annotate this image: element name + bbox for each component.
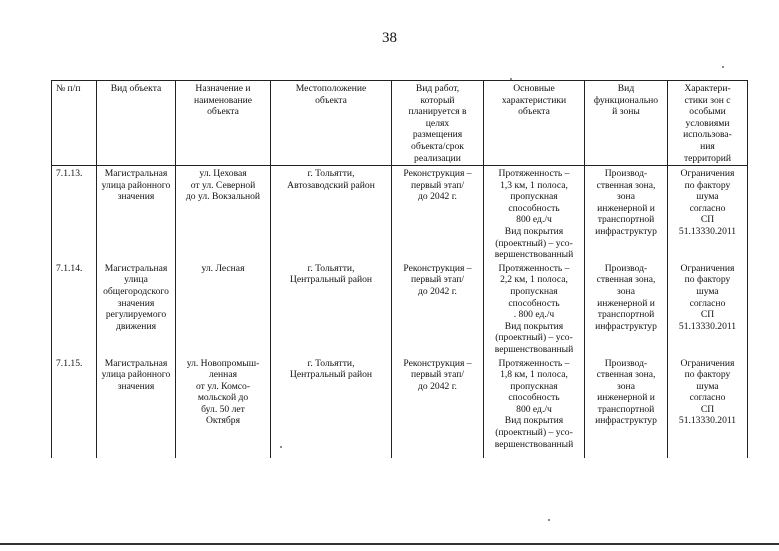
- row-characteristics: Протяженность – 2,2 км, 1 полоса, пропускная способность . 800 ед./ч Вид покрытия (проектный) – усо- вершенствованный: [484, 261, 585, 356]
- scan-speck: [510, 78, 512, 80]
- row-work-type: Реконструкция – первый этап/ до 2042 г.: [392, 356, 484, 458]
- row-object-type: Магистральная улица районного значения: [97, 166, 176, 261]
- scan-speck: [722, 66, 724, 68]
- row-functional-zone: Производ- ственная зона, зона инженерной и транспортной инфраструктур: [585, 356, 668, 458]
- row-location: г. Тольятти, Центральный район: [271, 356, 392, 458]
- row-object-name: ул. Лесная: [176, 261, 271, 356]
- table-row: [52, 166, 748, 261]
- header-work-type: Вид работ, который планируется в целях размещения объекта/срок реализации: [392, 81, 484, 166]
- table-row: [52, 356, 748, 458]
- scan-speck: [280, 446, 282, 448]
- row-zone-restrictions: Ограничения по фактору шума согласно СП 51.13330.2011: [668, 261, 748, 356]
- row-functional-zone: Производ- ственная зона, зона инженерной и транспортной инфраструктур: [585, 166, 668, 261]
- header-object-type: Вид объекта: [97, 81, 176, 166]
- row-zone-restrictions: Ограничения по фактору шума согласно СП 51.13330.2011: [668, 166, 748, 261]
- row-object-name: ул. Новопромыш- ленная от ул. Комсо- мольской до бул. 50 лет Октября: [176, 356, 271, 458]
- scan-speck: [548, 519, 550, 521]
- row-number: 7.1.15.: [52, 356, 97, 458]
- row-object-type: Магистральная улица районного значения: [97, 356, 176, 458]
- row-location: г. Тольятти, Автозаводский район: [271, 166, 392, 261]
- header-characteristics: Основные характеристики объекта: [484, 81, 585, 166]
- header-object-name: Назначение и наименование объекта: [176, 81, 271, 166]
- header-location: Местоположение объекта: [271, 81, 392, 166]
- row-object-name: ул. Цеховая от ул. Северной до ул. Вокзальной: [176, 166, 271, 261]
- row-number: 7.1.14.: [52, 261, 97, 356]
- row-characteristics: Протяженность – 1,8 км, 1 полоса, пропускная способность 800 ед./ч Вид покрытия (проектный) – усо- вершенствованный: [484, 356, 585, 458]
- row-location: г. Тольятти, Центральный район: [271, 261, 392, 356]
- header-zone-restrictions: Характери- стики зон с особыми условиями использова- ния территорий: [668, 81, 748, 166]
- header-number: № п/п: [52, 81, 97, 166]
- row-object-type: Магистральная улица общегородского значения регулируемого движения: [97, 261, 176, 356]
- row-number: 7.1.13.: [52, 166, 97, 261]
- table-row: [52, 261, 748, 356]
- row-work-type: Реконструкция – первый этап/ до 2042 г.: [392, 261, 484, 356]
- page-number: 38: [382, 30, 397, 46]
- header-functional-zone: Вид функционально й зоны: [585, 81, 668, 166]
- page-bottom-rule: [0, 543, 779, 545]
- table-header-row: [52, 81, 748, 166]
- row-work-type: Реконструкция – первый этап/ до 2042 г.: [392, 166, 484, 261]
- row-functional-zone: Производ- ственная зона, зона инженерной и транспортной инфраструктур: [585, 261, 668, 356]
- row-characteristics: Протяженность – 1,3 км, 1 полоса, пропускная способность 800 ед./ч Вид покрытия (проектный) – усо- вершенствованный: [484, 166, 585, 261]
- objects-table: [51, 80, 748, 458]
- row-zone-restrictions: Ограничения по фактору шума согласно СП 51.13330.2011: [668, 356, 748, 458]
